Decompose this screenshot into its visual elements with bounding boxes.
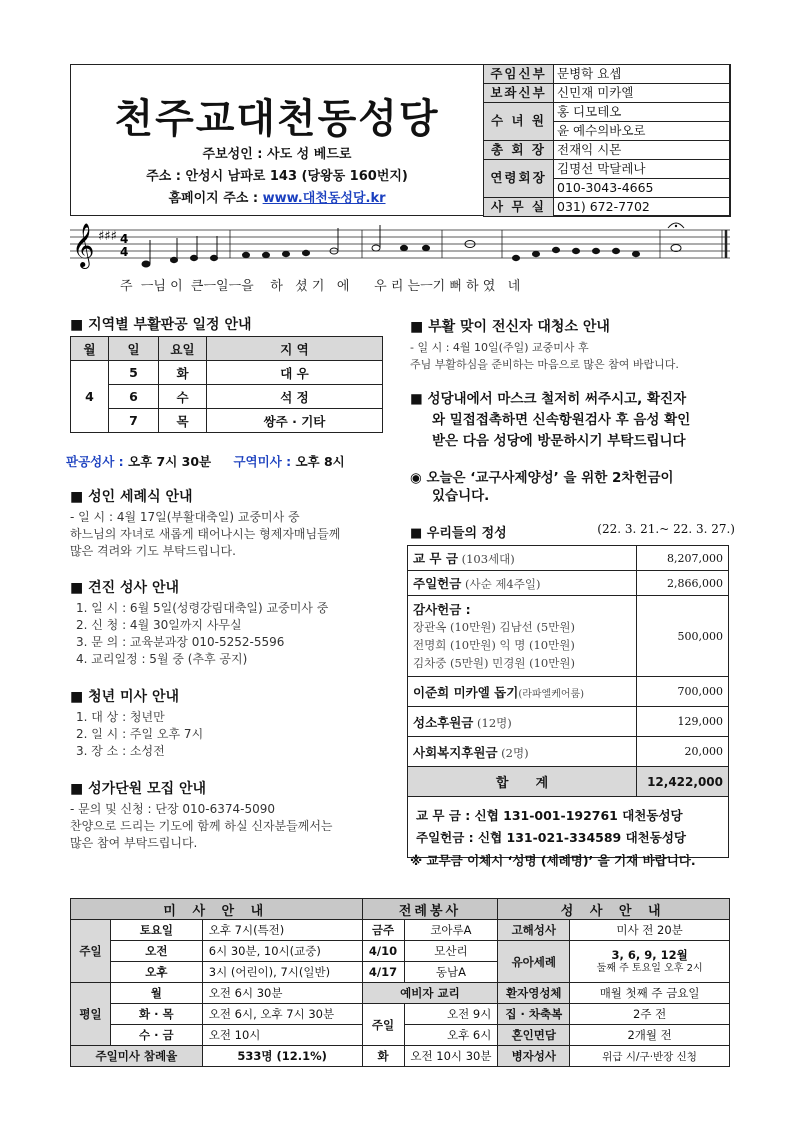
homepage: [71, 187, 483, 206]
text-line: 2. 일 시 : 주일 오후 7시: [76, 727, 204, 741]
catechism-time: 오전 10시 30분: [404, 1046, 498, 1067]
service-group: 동남A: [404, 962, 498, 983]
baptism-section: [70, 486, 390, 560]
sacrament-label: 고해성사: [498, 920, 570, 941]
text-line: 주님 부활하심을 준비하는 마음으로 많은 참여 바랍니다.: [410, 358, 679, 371]
note-value: 오후 7시 30분: [123, 454, 212, 469]
section-title: ■ 견진 성사 안내: [70, 580, 179, 596]
sacrament-label: 유아세례: [498, 941, 570, 983]
text-line: 있습니다.: [432, 488, 490, 504]
table-row: [71, 361, 383, 385]
mass-slot: 오전: [110, 941, 202, 962]
text-line: ■ 성당내에서 마스크 철저히 써주시고, 확진자: [410, 391, 687, 407]
row-sub: (사순 제4주일): [461, 577, 541, 591]
text-line: 4. 교리일정 : 5월 중 (추후 공지): [76, 652, 248, 666]
staff-name: 전재익 시몬: [554, 141, 731, 160]
text-line: 많은 참여 부탁드립니다.: [70, 836, 198, 850]
service-group: 코아루A: [404, 920, 498, 941]
staff-name: 신민재 미카엘: [554, 84, 731, 103]
mass-slot: 수 · 금: [110, 1025, 202, 1046]
col-area: 지 역: [207, 337, 383, 361]
thanks-line: 전명희 (10만원) 익 명 (10만원): [413, 638, 575, 652]
mass-slot: 화 · 목: [110, 1004, 202, 1025]
section-title: ■ 부활 맞이 전신자 대청소 안내: [410, 319, 610, 335]
text-line: - 일 시 : 4월 17일(부활대축일) 교중미사 중: [70, 510, 300, 524]
row-label: 감사헌금 :: [413, 602, 471, 617]
cleaning-section: [410, 316, 735, 373]
col-day: 일: [109, 337, 159, 361]
section-title: ■ 우리들의 정성: [410, 526, 507, 541]
catechism-day: 화: [362, 1046, 404, 1067]
music-notes: [142, 225, 681, 267]
area-cell: 석 정: [207, 385, 383, 409]
sacrament-value: 매월 첫째 주 금요일: [570, 983, 730, 1004]
region-note: [66, 452, 345, 470]
sacrament-value: 2주 전: [570, 1004, 730, 1025]
attendance-label: 주일미사 참례율: [71, 1046, 203, 1067]
choir-section: [70, 778, 400, 852]
staff-role: 보좌신부: [484, 84, 554, 103]
mask-notice: [410, 389, 735, 452]
service-date: 금주: [362, 920, 404, 941]
collection-notice: [410, 469, 735, 505]
note-label: 구역미사 :: [233, 454, 292, 469]
mass-slot: 토요일: [110, 920, 202, 941]
mass-time: 6시 30분, 10시(교중): [202, 941, 362, 962]
day-cell: 5: [109, 361, 159, 385]
staff-name: 홍 디모테오: [554, 103, 731, 122]
sacrament-value: 미사 전 20분: [570, 920, 730, 941]
staff-name: 문병학 요셉: [554, 65, 731, 84]
service-date: 4/10: [362, 941, 404, 962]
region-schedule-table: [70, 336, 383, 433]
col-weekday: 요일: [159, 337, 207, 361]
row-amount: 500,000: [637, 596, 729, 677]
sacrament-guide-header: 성 사 안 내: [498, 899, 730, 920]
schedule-table: [70, 898, 730, 1067]
sacrament-value: 위급 시/구·반장 신청: [570, 1046, 730, 1067]
account-row: [408, 797, 729, 858]
sacrament-value: 둘째 주 토요일 오후 2시: [596, 962, 703, 974]
table-row: [408, 737, 729, 767]
weekday-label: 평일: [71, 983, 111, 1046]
text-line: 1. 일 시 : 6월 5일(성령강림대축일) 교중미사 중: [76, 601, 329, 615]
sunday-label: 주일: [71, 920, 111, 983]
weekday-cell: 목: [159, 409, 207, 433]
thanks-line: 장관옥 (10만원) 김남선 (5만원): [413, 620, 575, 634]
transfer-note: ※ 교무금 이체시 ‘성명 (세례명)’ 을 기재 바랍니다.: [410, 853, 696, 868]
catechism-time: 오후 6시: [404, 1025, 498, 1046]
row-label: 이준희 미카엘 돕기: [413, 684, 519, 700]
section-title: ■ 청년 미사 안내: [70, 689, 179, 705]
treble-clef-icon: 𝄞: [72, 223, 95, 267]
attendance-value: 533명 (12.1%): [202, 1046, 362, 1067]
sacrament-label: 환자영성체: [498, 983, 570, 1004]
note-value: 오후 8시: [291, 454, 345, 469]
mass-slot: 오후: [110, 962, 202, 983]
sacrament-label: 병자성사: [498, 1046, 570, 1067]
sacrament-value: 2개월 전: [570, 1025, 730, 1046]
catechism-time: 오전 9시: [404, 1004, 498, 1025]
row-label: 주일헌금: [413, 576, 462, 591]
mass-time: 오전 10시: [202, 1025, 362, 1046]
text-line: 많은 격려와 기도 부탁드립니다.: [70, 544, 236, 558]
area-cell: 쌍주 · 기타: [207, 409, 383, 433]
text-line: - 문의 및 신청 : 단장 010-6374-5090: [70, 802, 276, 816]
day-cell: 6: [109, 385, 159, 409]
mass-time: 오전 6시, 오후 7시 30분: [202, 1004, 362, 1025]
section-title: ■ 성인 세례식 안내: [70, 489, 193, 505]
row-sub: (103세대): [457, 552, 515, 566]
section-title: ■ 성가단원 모집 안내: [70, 781, 207, 797]
area-cell: 대 우: [207, 361, 383, 385]
text-line: 하느님의 자녀로 새롭게 태어나시는 형제자매님들께: [70, 527, 341, 541]
liturgy-service-header: 전례봉사: [362, 899, 498, 920]
col-month: 월: [71, 337, 109, 361]
offering-title-row: [410, 522, 735, 541]
thanks-line: 김차중 (5만원) 민경원 (10만원): [413, 656, 575, 670]
account-info: 교 무 금 : 신협 131-001-192761 대천동성당: [416, 808, 683, 823]
row-label: 사회복지후원금: [413, 744, 498, 760]
mass-time: 오후 7시(특전): [202, 920, 362, 941]
row-amount: 8,207,000: [637, 546, 729, 571]
staff-role: 수 녀 원: [484, 103, 554, 141]
text-line: 3. 문 의 : 교육분과장 010-5252-5596: [76, 635, 285, 649]
total-label: 합 계: [408, 767, 637, 797]
service-date: 4/17: [362, 962, 404, 983]
catechism-day: 주일: [362, 1004, 404, 1046]
church-address: 주소 : 안성시 남파로 143 (당왕동 160번지): [146, 169, 408, 184]
hymn-lyrics: 주 ㅡ님 이 큰ㅡ일ㅡ을 하 셨 기 에 우 리 는ㅡ기 뻐 하 였 네: [120, 279, 521, 294]
row-amount: 700,000: [637, 677, 729, 707]
row-label: 교 무 금: [413, 551, 458, 566]
staff-name: 윤 예수의바오로: [554, 122, 731, 141]
mass-guide-header: 미 사 안 내: [71, 899, 363, 920]
row-sub: (2명): [497, 745, 529, 760]
note-label: 판공성사 :: [66, 454, 124, 469]
row-sub: (라파엘케어룸): [518, 688, 585, 700]
row-amount: 20,000: [637, 737, 729, 767]
weekday-cell: 화: [159, 361, 207, 385]
weekday-cell: 수: [159, 385, 207, 409]
service-group: 모산리: [404, 941, 498, 962]
svg-text:♯♯♯: ♯♯♯: [98, 229, 117, 244]
row-sub: (12명): [473, 715, 512, 730]
sacrament-value: 3, 6, 9, 12월: [611, 947, 688, 962]
total-row: [408, 767, 729, 797]
offering-table: [407, 545, 729, 858]
sacrament-label: 집 · 차축복: [498, 1004, 570, 1025]
catechism-header: 예비자 교리: [362, 983, 498, 1004]
office-phone: 031) 672-7702: [554, 198, 731, 217]
mass-time: 3시 (어린이), 7시(일반): [202, 962, 362, 983]
offering-period: (22. 3. 21.~ 22. 3. 27.): [597, 522, 735, 536]
sacrament-label: 혼인면담: [498, 1025, 570, 1046]
text-line: 2. 신 청 : 4월 30일까지 사무실: [76, 618, 242, 632]
row-amount: 129,000: [637, 707, 729, 737]
table-row: [408, 677, 729, 707]
day-cell: 7: [109, 409, 159, 433]
homepage-label: 홈페이지 주소 :: [168, 191, 263, 206]
bulletin-header: [70, 64, 730, 216]
staff-role: 주임신부: [484, 65, 554, 84]
table-row: [408, 707, 729, 737]
staff-name: 김명선 막달레나: [554, 160, 731, 179]
mass-time: 오전 6시 30분: [202, 983, 362, 1004]
youth-mass-section: [70, 686, 390, 760]
text-line: ◉ 오늘은 ‘교구사제양성’ 을 위한 2차헌금이: [410, 470, 674, 486]
account-info: 주일헌금 : 신협 131-021-334589 대천동성당: [416, 830, 686, 845]
table-row: [408, 546, 729, 571]
patron-saint: 주보성인 : 사도 성 베드로: [202, 147, 352, 162]
text-line: 받은 다음 성당에 방문하시기 부탁드립니다: [432, 433, 686, 449]
church-name: 천주교대천동성당: [114, 96, 440, 142]
staff-role: 연령회장: [484, 160, 554, 198]
region-title: ■ 지역별 부활판공 일정 안내: [70, 317, 252, 333]
mass-slot: 월: [110, 983, 202, 1004]
svg-text:4: 4: [120, 232, 129, 246]
staff-table: [483, 64, 731, 217]
staff-phone: 010-3043-4665: [554, 179, 731, 198]
table-row: [71, 409, 383, 433]
staff-role: 총 회 장: [484, 141, 554, 160]
text-line: 찬양으로 드리는 기도에 함께 하실 신자분들께서는: [70, 819, 333, 833]
row-label: 성소후원금: [413, 714, 474, 730]
table-row: [408, 571, 729, 596]
staff-role: 사 무 실: [484, 198, 554, 217]
table-row: [408, 596, 729, 677]
text-line: 와 밀접접촉하면 신속항원검사 후 음성 확인: [432, 412, 691, 428]
text-line: - 일 시 : 4월 10일(주일) 교중미사 후: [410, 341, 589, 354]
svg-text:4: 4: [120, 245, 129, 259]
row-amount: 2,866,000: [637, 571, 729, 596]
table-row: [71, 385, 383, 409]
total-amount: 12,422,000: [637, 767, 729, 797]
text-line: 1. 대 상 : 청년만: [76, 710, 165, 724]
confirmation-section: [70, 577, 390, 668]
text-line: 3. 장 소 : 소성전: [76, 744, 165, 758]
month-cell: 4: [71, 361, 109, 433]
homepage-link[interactable]: www.대천동성당.kr: [262, 191, 386, 206]
